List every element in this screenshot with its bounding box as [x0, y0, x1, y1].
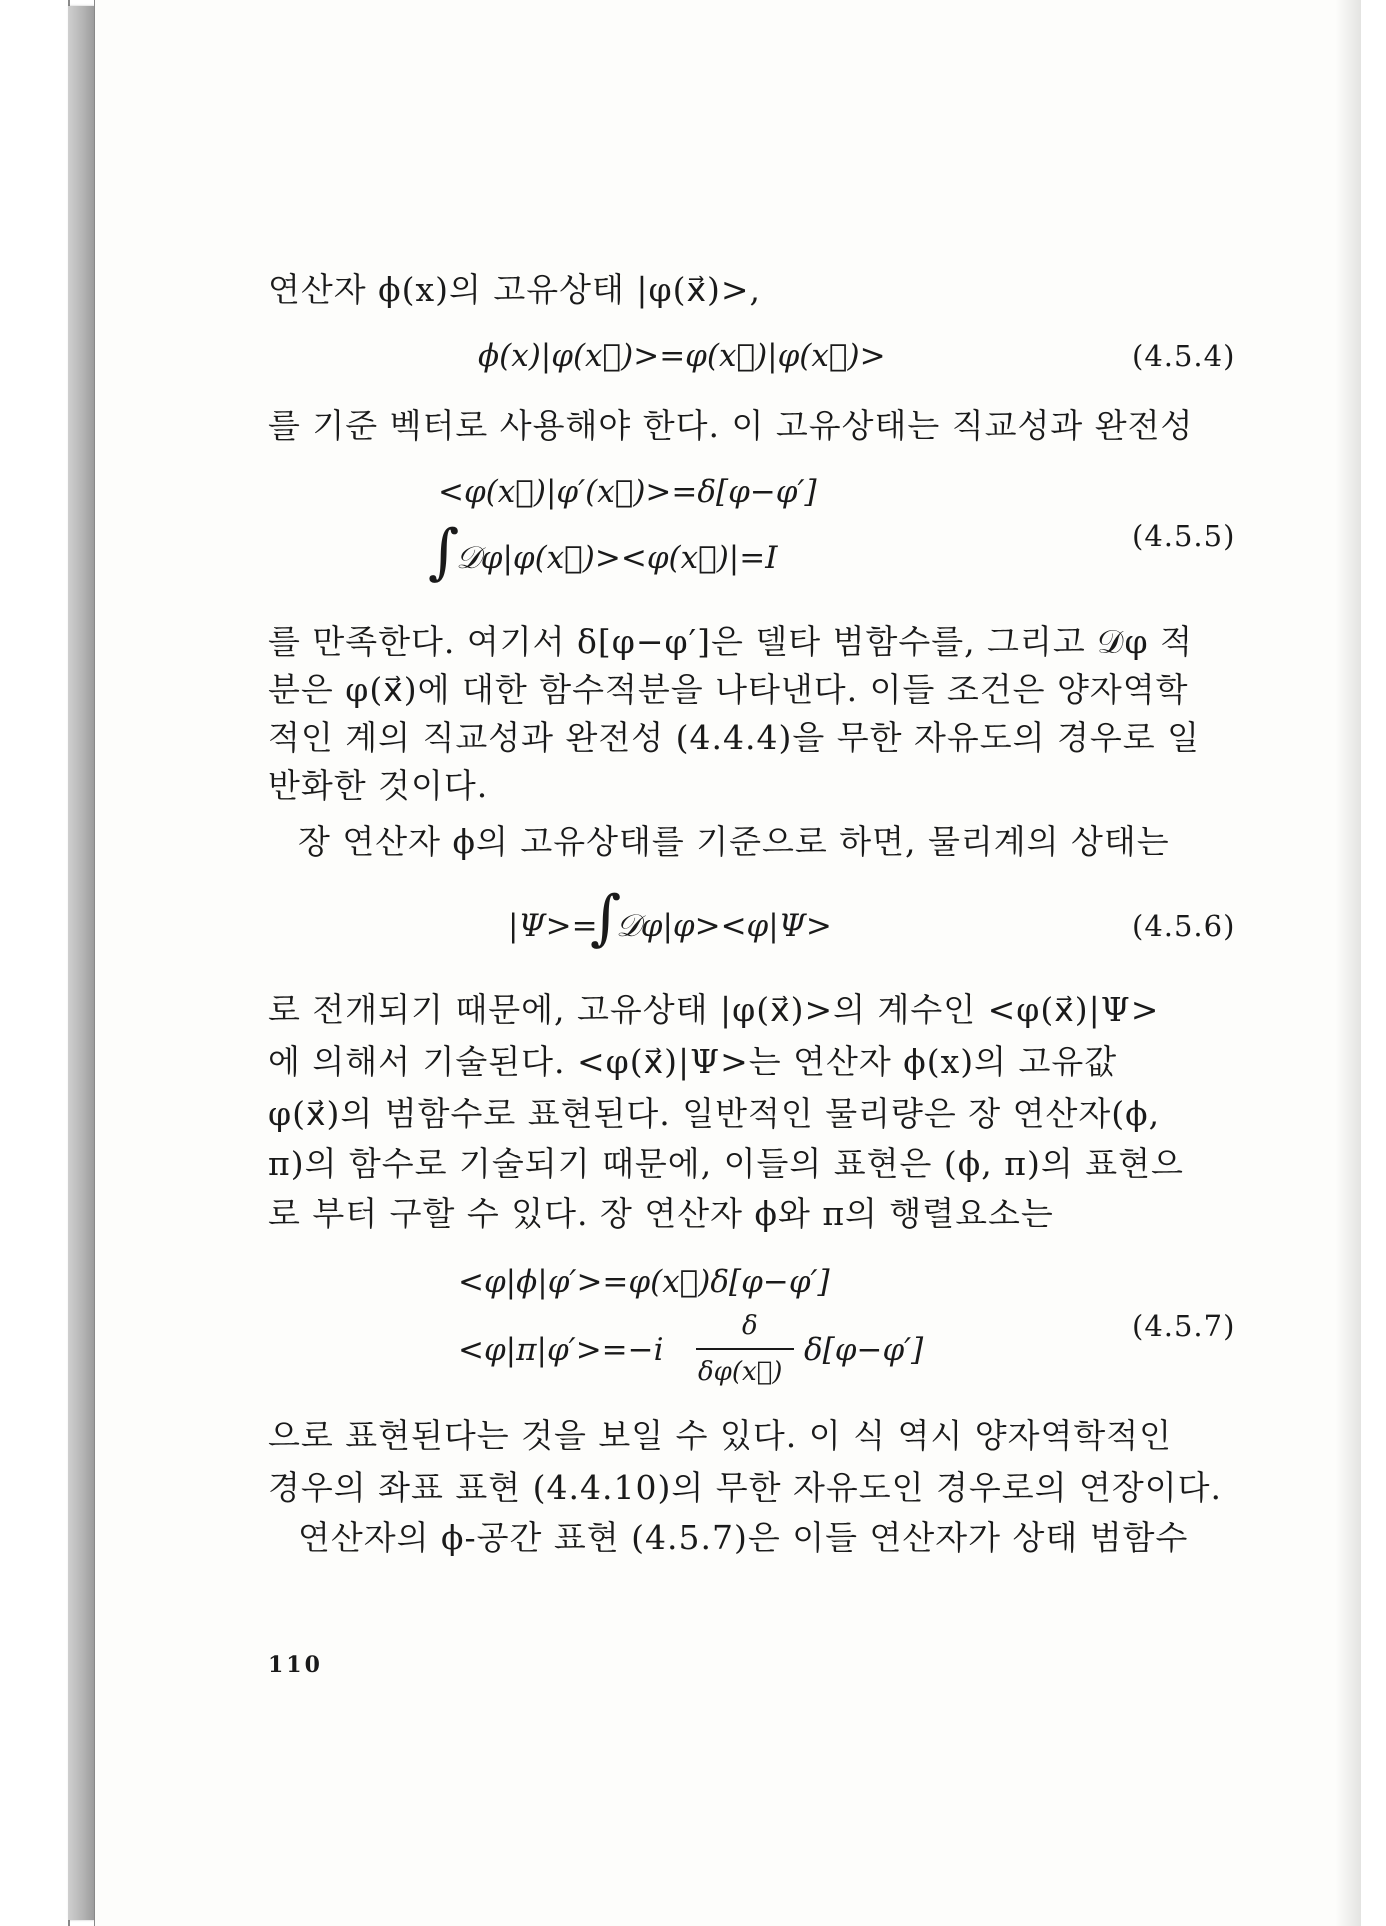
text-line-1: 연산자 ϕ(x)의 고유상태 |φ(x⃗)>,: [268, 270, 761, 309]
equation-number-4-5-7: (4.5.7): [1132, 1309, 1236, 1343]
equation-4-5-6-left: |Ψ>=: [508, 908, 598, 944]
text-line-2: 를 기준 벡터로 사용해야 한다. 이 고유상태는 직교성과 완전성: [268, 406, 1194, 445]
text-line-7: 장 연산자 ϕ의 고유상태를 기준으로 하면, 물리계의 상태는: [298, 822, 1170, 861]
text-line-4: 분은 φ(x⃗)에 대한 함수적분을 나타낸다. 이들 조건은 양자역학: [268, 670, 1189, 709]
fraction-numerator: δ: [742, 1311, 758, 1341]
text-line-3: 를 만족한다. 여기서 δ[φ−φ′]은 델타 범함수를, 그리고 𝒟φ 적: [268, 622, 1193, 661]
text-line-13: 으로 표현된다는 것을 보일 수 있다. 이 식 역시 양자역학적인: [268, 1416, 1172, 1455]
equation-4-5-7-pi-left: <φ|π|φ′>=−i: [458, 1332, 664, 1368]
book-spine: [68, 6, 94, 1920]
text-line-8: 로 전개되기 때문에, 고유상태 |φ(x⃗)>의 계수인 <φ(x⃗)|Ψ>: [268, 990, 1160, 1029]
equation-4-5-6-right: 𝒟φ|φ><φ|Ψ>: [616, 908, 832, 944]
text-line-15: 연산자의 ϕ-공간 표현 (4.5.7)은 이들 연산자가 상태 범함수: [298, 1518, 1189, 1557]
equation-number-4-5-6: (4.5.6): [1132, 909, 1236, 943]
text-line-10: φ(x⃗)의 범함수로 표현된다. 일반적인 물리량은 장 연산자(ϕ,: [268, 1094, 1161, 1133]
text-line-5: 적인 계의 직교성과 완전성 (4.4.4)을 무한 자유도의 경우로 일: [268, 718, 1200, 757]
text-line-12: 로 부터 구할 수 있다. 장 연산자 ϕ와 π의 행렬요소는: [268, 1194, 1054, 1233]
equation-number-4-5-5: (4.5.5): [1132, 519, 1236, 553]
text-line-6: 반화한 것이다.: [268, 766, 489, 805]
text-line-11: π)의 함수로 기술되기 때문에, 이들의 표현은 (ϕ, π)의 표현으: [268, 1144, 1184, 1183]
equation-4-5-4: ϕ(x)|φ(x⃗)>=φ(x⃗)|φ(x⃗)>: [478, 338, 886, 374]
equation-number-4-5-4: (4.5.4): [1132, 339, 1236, 373]
integral-sign-2: ∫: [590, 883, 622, 953]
equation-4-5-5-orthogonality: <φ(x⃗)|φ′(x⃗)>=δ[φ−φ′]: [438, 474, 817, 510]
equation-4-5-5-completeness: 𝒟φ|φ(x⃗)><φ(x⃗)|=I: [456, 540, 778, 576]
text-line-14: 경우의 좌표 표현 (4.4.10)의 무한 자유도인 경우로의 연장이다.: [268, 1468, 1222, 1507]
fraction-bar: [696, 1348, 794, 1350]
integral-sign: ∫: [428, 517, 460, 587]
fraction-denominator: δφ(x⃗): [698, 1357, 783, 1387]
page-number: 110: [268, 1652, 323, 1678]
text-line-9: 에 의해서 기술된다. <φ(x⃗)|Ψ>는 연산자 ϕ(x)의 고유값: [268, 1042, 1118, 1081]
equation-4-5-7-phi: <φ|ϕ|φ′>=φ(x⃗)δ[φ−φ′]: [458, 1264, 830, 1300]
page-edge-shadow: [1335, 0, 1361, 1926]
equation-4-5-7-pi-right: δ[φ−φ′]: [804, 1332, 924, 1368]
